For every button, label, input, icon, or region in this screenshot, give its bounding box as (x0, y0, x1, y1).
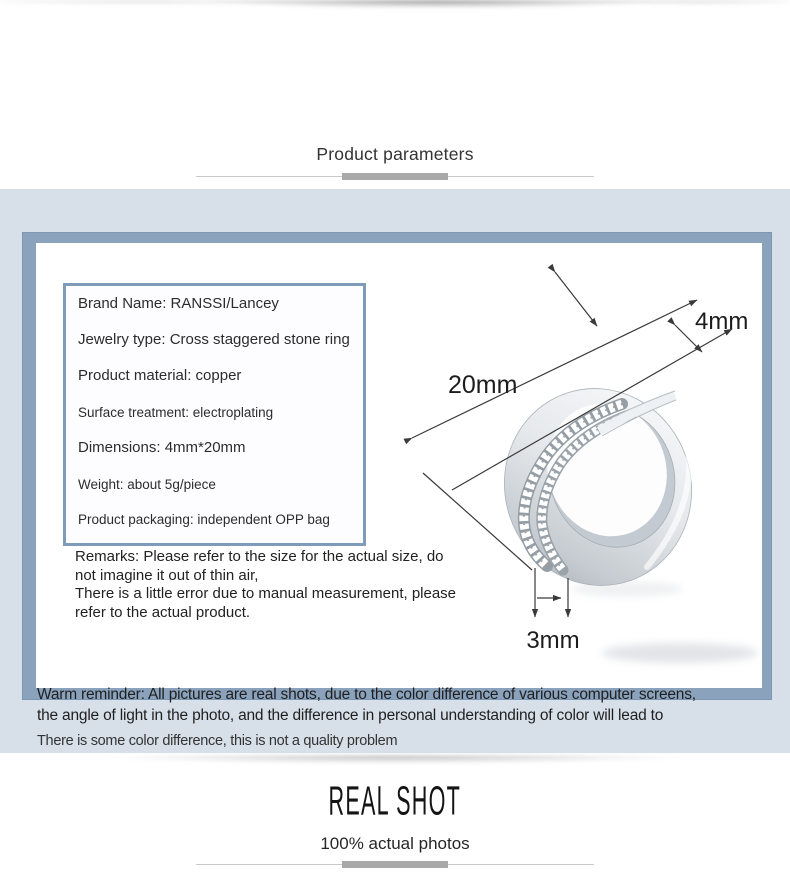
panel-frame (22, 232, 772, 700)
remarks-line: There is a little error due to manual measurement, please (75, 585, 457, 602)
real-shot-subtitle: 100% actual photos (320, 834, 470, 853)
spec-row-dimensions: Dimensions: 4mm*20mm (78, 439, 246, 456)
panel-inner-card (36, 243, 762, 688)
spec-row-surface: Surface treatment: electroplating (78, 405, 274, 420)
real-shot-title: REAL SHOT (328, 778, 462, 824)
warm-reminder-line2: the angle of light in the photo, and the difference in personal understanding of color will lead to (37, 707, 664, 724)
spec-row-brand: Brand Name: RANSSI/Lancey (78, 295, 279, 312)
bottom-divider (196, 858, 594, 870)
spec-row-weight: Weight: about 5g/piece (78, 477, 216, 492)
real-shot-title-wrap (0, 780, 790, 824)
title-divider (196, 170, 594, 182)
spec-box (63, 283, 366, 546)
dim-label-diameter: 20mm (448, 371, 518, 399)
ring-dimension-figure (395, 245, 760, 687)
remarks-line: Remarks: Please refer to the size for the actual size, do (75, 548, 444, 565)
divider-accent-bar (342, 173, 448, 180)
warm-reminder-line1: Warm reminder: All pictures are real shots, due to the color difference of various computer screens, (37, 686, 696, 703)
ring-image (479, 364, 717, 610)
top-section-shadow (0, 0, 790, 22)
divider-accent-bar (342, 861, 448, 868)
spec-row-packaging: Product packaging: independent OPP bag (78, 512, 330, 527)
panel-drop-shadow (0, 755, 790, 775)
remarks-line: refer to the actual product. (75, 603, 251, 621)
remarks-line: not imagine it out of thin air, (75, 566, 259, 584)
warm-reminder-line3: There is some color difference, this is not a quality problem (37, 733, 398, 749)
spec-row-material: Product material: copper (78, 367, 242, 384)
dim-label-band-width: 4mm (695, 308, 749, 335)
spec-row-type: Jewelry type: Cross staggered stone ring (78, 331, 350, 348)
page-title: Product parameters (316, 144, 474, 164)
ring-shadow (602, 643, 758, 663)
product-parameters-panel (0, 189, 790, 753)
dim-label-thickness: 3mm (526, 627, 580, 654)
